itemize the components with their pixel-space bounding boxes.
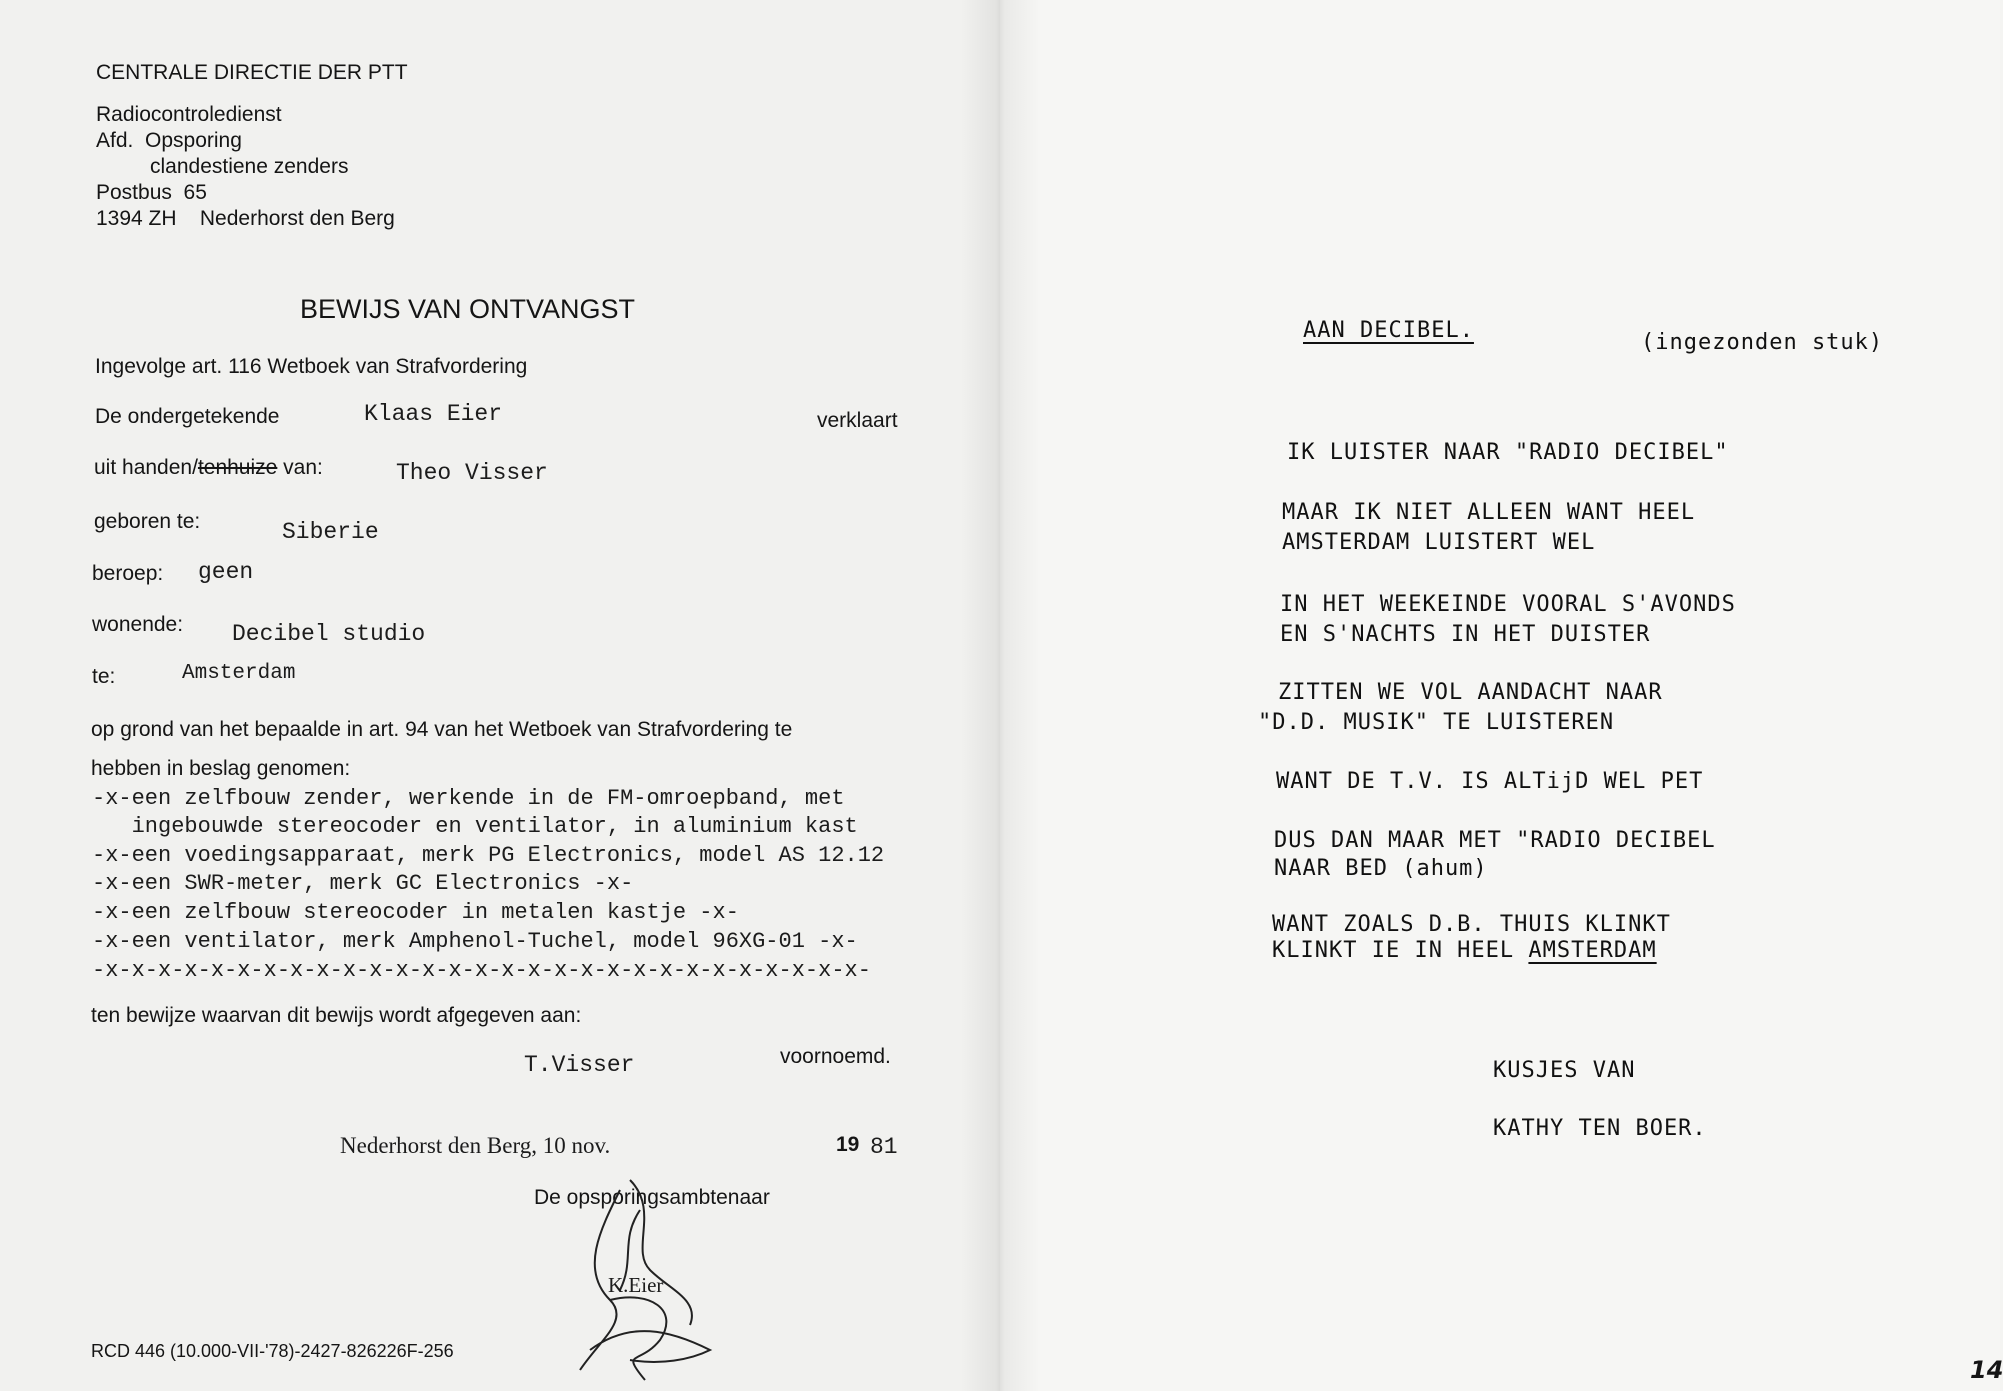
city-label: te: bbox=[92, 665, 116, 688]
poem-line: NAAR BED (ahum) bbox=[1274, 856, 1488, 881]
poem-line: AMSTERDAM LUISTERT WEL bbox=[1282, 530, 1596, 555]
undersigned-value: Klaas Eier bbox=[364, 401, 503, 427]
letter-note: (ingezonden stuk) bbox=[1641, 330, 1884, 355]
seized-item-line: -x-een zelfbouw stereocoder in metalen kastje -x- bbox=[92, 900, 739, 925]
seized-item-line: ingebouwde stereocoder en ventilator, in aluminium kast bbox=[92, 814, 858, 839]
page-number: 14 bbox=[1970, 1356, 2003, 1384]
year-value: 81 bbox=[870, 1134, 898, 1160]
seized-item-line: -x-een SWR-meter, merk GC Electronics -x- bbox=[92, 871, 634, 896]
official-label: De opsporingsambtenaar bbox=[534, 1186, 770, 1209]
recipient-value: T.Visser bbox=[524, 1052, 635, 1078]
poem-last-line: KLINKT IE IN HEEL AMSTERDAM bbox=[1272, 938, 1657, 963]
poem-line: MAAR IK NIET ALLEEN WANT HEEL bbox=[1282, 500, 1696, 525]
legal-basis: Ingevolge art. 116 Wetboek van Strafvordering bbox=[95, 355, 528, 378]
receipt-page bbox=[0, 0, 1000, 1391]
undersigned-label: De ondergetekende bbox=[95, 405, 280, 428]
department: Radiocontroledienst bbox=[96, 103, 282, 126]
poem-line: ZITTEN WE VOL AANDACHT NAAR bbox=[1278, 680, 1663, 705]
place-date: Nederhorst den Berg, 10 nov. bbox=[340, 1133, 611, 1158]
postal-address: 1394 ZH Nederhorst den Berg bbox=[96, 207, 395, 230]
recipient-label: voornoemd. bbox=[780, 1045, 891, 1068]
underlined-word: AMSTERDAM bbox=[1528, 938, 1657, 963]
form-code: RCD 446 (10.000-VII-'78)-2427-826226F-256 bbox=[91, 1341, 454, 1361]
po-box: Postbus 65 bbox=[96, 181, 207, 204]
city-value: Amsterdam bbox=[182, 662, 296, 685]
letter-page bbox=[1000, 0, 2003, 1391]
living-value: Decibel studio bbox=[232, 621, 426, 647]
living-label: wonende: bbox=[92, 613, 184, 636]
section: Afd. Opsporing bbox=[96, 129, 242, 152]
poem-line: IN HET WEEKEINDE VOORAL S'AVONDS bbox=[1280, 592, 1736, 617]
struck-text: tenhuize bbox=[197, 456, 278, 479]
seized-item-line: -x-x-x-x-x-x-x-x-x-x-x-x-x-x-x-x-x-x-x-x-x-x-x-x-x-x-x-x-x- bbox=[92, 958, 871, 983]
letter-heading: AAN DECIBEL. bbox=[1303, 318, 1474, 343]
section-sub: clandestiene zenders bbox=[150, 155, 349, 178]
signature-scrawl bbox=[560, 1150, 760, 1390]
seized-item-line: -x-een zelfbouw zender, werkende in de FM-omroepband, met bbox=[92, 786, 845, 811]
profession-label: beroep: bbox=[92, 562, 164, 585]
page-gutter bbox=[960, 0, 1040, 1391]
proof-text: ten bewijze waarvan dit bewijs wordt afgegeven aan: bbox=[91, 1004, 582, 1027]
closing: KUSJES VAN bbox=[1493, 1058, 1636, 1083]
year-century: 19 bbox=[836, 1133, 860, 1156]
poem-line: DUS DAN MAAR MET "RADIO DECIBEL bbox=[1274, 828, 1716, 853]
seizure-intro-2: hebben in beslag genomen: bbox=[91, 757, 351, 780]
poem-line: "D.D. MUSIK" TE LUISTEREN bbox=[1258, 710, 1615, 735]
from-label: uit handen/tenhuize van: bbox=[94, 456, 323, 479]
profession-value: geen bbox=[198, 559, 254, 585]
poem-line: IK LUISTER NAAR "RADIO DECIBEL" bbox=[1287, 440, 1729, 465]
poem-line: EN S'NACHTS IN HET DUISTER bbox=[1280, 622, 1651, 647]
poem-line: WANT DE T.V. IS ALTijD WEL PET bbox=[1276, 769, 1704, 794]
declares-label: verklaart bbox=[817, 409, 898, 432]
born-label: geboren te: bbox=[94, 510, 201, 533]
seized-item-line: -x-een ventilator, merk Amphenol-Tuchel, model 96XG-01 -x- bbox=[92, 929, 858, 954]
document-title: BEWIJS VAN ONTVANGST bbox=[300, 294, 636, 324]
seizure-intro: op grond van het bepaalde in art. 94 van het Wetboek van Strafvordering te bbox=[91, 718, 793, 741]
seized-item-line: -x-een voedingsapparaat, merk PG Electronics, model AS 12.12 bbox=[92, 843, 885, 868]
letter-signature: KATHY TEN BOER. bbox=[1493, 1116, 1707, 1141]
poem-line: WANT ZOALS D.B. THUIS KLINKT bbox=[1272, 912, 1671, 937]
from-value: Theo Visser bbox=[396, 460, 548, 486]
org-name: CENTRALE DIRECTIE DER PTT bbox=[96, 61, 408, 84]
signature-name: K.Eier bbox=[608, 1273, 664, 1297]
born-value: Siberie bbox=[282, 519, 379, 545]
